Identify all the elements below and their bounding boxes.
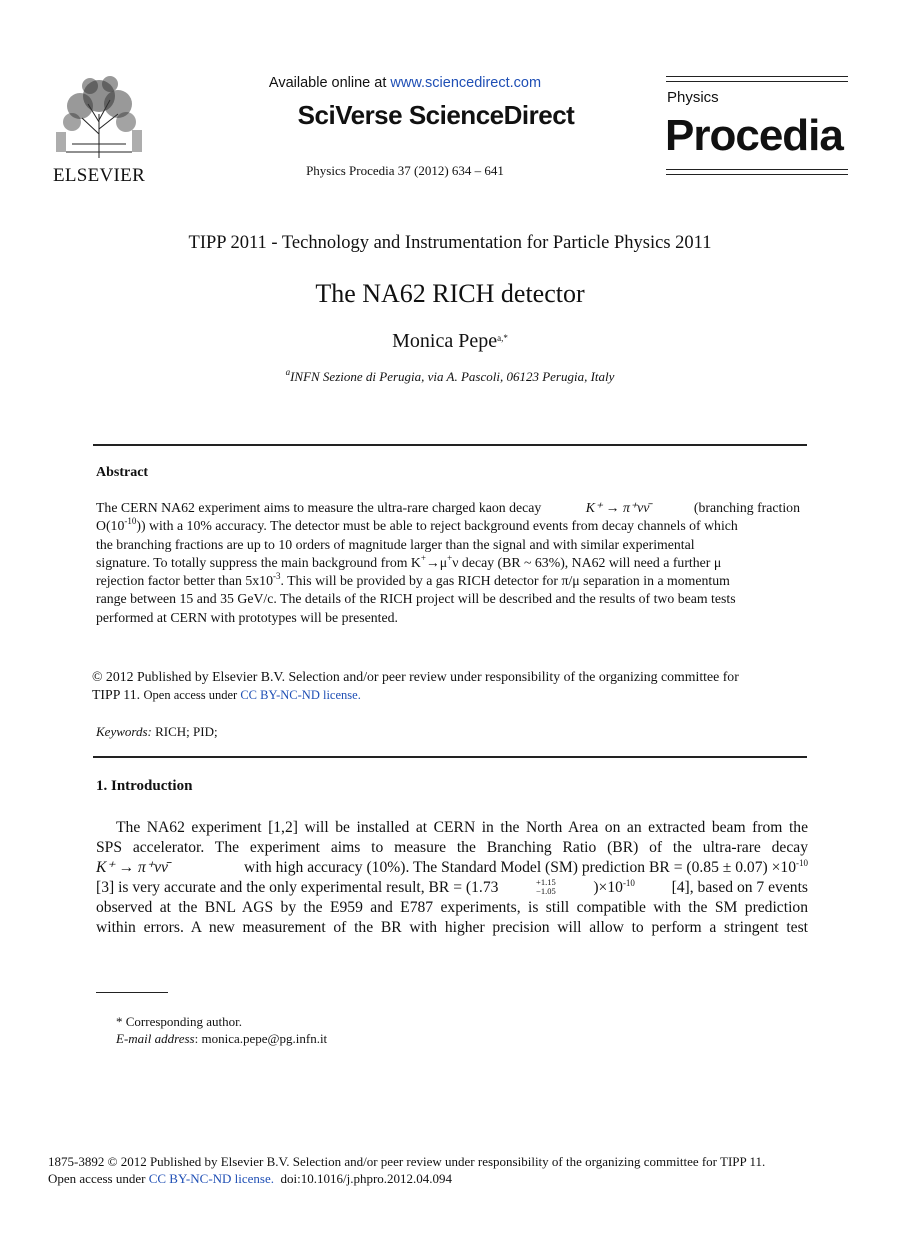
intro-line: K⁺ → π⁺νν̄ with high accuracy (10%). The Standard Model (SM) prediction BR = $(0.85 \pm 0.07) \times 10^{-10}$ (96, 858, 808, 876)
elsevier-logo (52, 74, 146, 186)
procedia-bottom-rule (666, 169, 848, 175)
author-name: Monica Pepe (392, 330, 498, 352)
abstract-line: The CERN NA62 experiment aims to measure the ultra-rare charged kaon decay K⁺ → π⁺νν̄ (branching fraction (96, 499, 800, 517)
decay-formula: K⁺ → π⁺νν̄ (96, 859, 168, 876)
elsevier-tree-icon (52, 74, 146, 158)
abstract-line: $O(10^{-10})$) with a 10% accuracy. The detector must be able to reject background events from decay channels of which (96, 516, 738, 534)
intro-line: within errors. A new measurement of the BR with higher precision will allow to perform a stringent test (96, 919, 808, 936)
abstract-line: range between 15 and 35 GeV/c. The details of the RICH project will be described and the results of two beam tests (96, 591, 736, 607)
intro-line: [3] is very accurate and the only experimental result, BR = (1.73 +1.15 −1.05 )$\times 10^{-10}$ [4], based on 7 events (96, 877, 808, 896)
abstract-heading: Abstract (96, 465, 149, 480)
author (0, 330, 900, 353)
procedia-logo (666, 76, 848, 176)
footer-license-link[interactable]: CC BY-NC-ND license. (148, 1171, 275, 1186)
intro-body (96, 818, 808, 938)
copyright-line: © 2012 Published by Elsevier B.V. Selection and/or peer review under responsibility of the organizing committee for (92, 669, 739, 684)
abstract-line: the branching fractions are up to 10 orders of magnitude larger than the signal and with similar experimental (96, 536, 695, 552)
copyright-block (92, 668, 802, 705)
uncertainty-bounds: +1.15 −1.05 (536, 877, 556, 896)
affiliation-text: INFN Sezione di Perugia, via A. Pascoli, 06123 Perugia, Italy (290, 369, 615, 384)
intro-line: observed at the BNL AGS by the E959 and E787 experiments, is still compatible with the SM prediction (96, 899, 808, 916)
abstract-line: performed at CERN with prototypes will be presented. (96, 609, 398, 625)
email-line: E-mail address: monica.pepe@pg.infn.it (116, 1031, 328, 1046)
paper-title: The NA62 RICH detector (315, 279, 585, 308)
intro-line: The NA62 experiment [1,2] will be installed at CERN in the North Area on an extracted beam from the (116, 819, 808, 836)
sciencedirect-link[interactable]: www.sciencedirect.com (390, 75, 542, 91)
journal-citation: Physics Procedia 37 (2012) 634 – 641 (306, 163, 504, 178)
keywords (96, 724, 218, 740)
affiliation (0, 369, 900, 385)
procedia-journal-small: Physics (667, 89, 719, 106)
abstract-line: rejection factor better than $5x10^{-3}$. This will be provided by a gas RICH detector for π/μ separation in a momentum (96, 571, 730, 589)
abstract-line: signature. To totally suppress the main background from K+→μ+ν decay (BR ~ 63%), NA62 will need a further μ (96, 552, 722, 570)
page-footer (48, 1153, 765, 1187)
footnote (116, 1013, 327, 1047)
copyright-line: TIPP 11. Open access under CC BY-NC-ND license. (92, 687, 361, 703)
author-mark: a,* (497, 333, 508, 343)
decay-formula: K⁺ → π⁺νν̄ (585, 500, 650, 515)
footnote-rule (96, 992, 168, 993)
license-link[interactable]: CC BY-NC-ND license. (240, 688, 361, 703)
abstract-top-rule (93, 444, 807, 446)
intro-line: SPS accelerator. The experiment aims to measure the Branching Ratio (BR) of the ultra-rare decay (96, 839, 808, 856)
procedia-top-rule (666, 76, 848, 82)
keywords-label: Keywords: (96, 724, 152, 739)
section-heading-introduction: 1. Introduction (96, 778, 193, 794)
footer-doi-line: Open access under CC BY-NC-ND license. doi:10.1016/j.phpro.2012.04.094 (48, 1171, 453, 1186)
procedia-journal-big: Procedia (665, 111, 843, 160)
elsevier-wordmark: ELSEVIER (52, 165, 146, 186)
available-online: Available online at www.sciencedirect.com (268, 75, 542, 91)
footer-issn-line: 1875-3892 © 2012 Published by Elsevier B.V. Selection and/or peer review under responsibility of the organizing committee for TIPP 11. (48, 1154, 766, 1169)
abstract-body (96, 499, 800, 627)
abstract-bottom-rule (93, 756, 807, 758)
affiliation-mark: a (285, 367, 291, 377)
sciverse-logo: SciVerse ScienceDirect (297, 100, 575, 130)
keywords-value: RICH; PID; (151, 724, 218, 739)
corresponding-author: * Corresponding author. (116, 1014, 243, 1029)
conference-name: TIPP 2011 - Technology and Instrumentation for Particle Physics 2011 (188, 233, 712, 253)
